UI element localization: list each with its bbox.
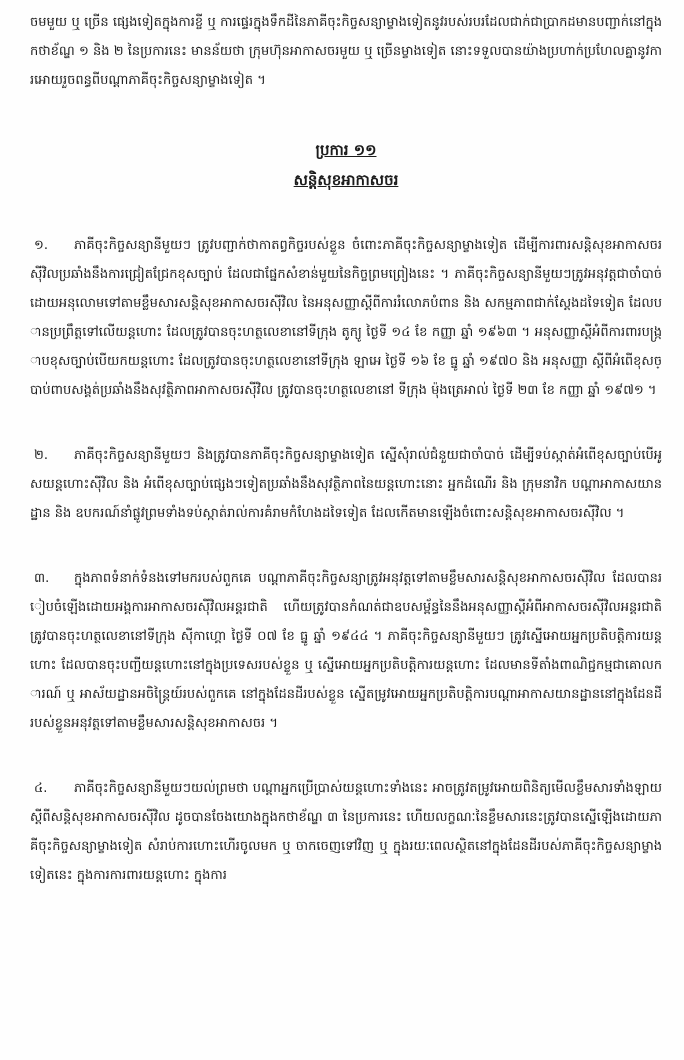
paragraph-4 [30,774,662,890]
intro-paragraph: ចមមួយ ឬ ច្រើន ផ្សេងទៀតក្នុងការខ្ចី ឬ ការផ្ទេរក្នុងទឹកដីនៃភាគីចុះកិច្ចសន្យាម្ខាងទៀតនូវរបស់របរដែលជាក់ជាប្រាកដមានបញ្ជាក់នៅក្នុងកថាខ័ណ្ឌ ១ និង ២ នៃប្រការនេះ មានន័យថា ក្រុមហ៊ុនអាកាសចរមួយ ឬ ច្រើនម្ខាងទៀត នោះទទួលបានយ៉ាងប្រហាក់ប្រហែលគ្នានូវការអោយរួចពន្ធពីបណ្តាភាគីចុះកិច្ចសន្យាម្ខាងទៀត ។ [30,15,662,88]
article-heading-block [30,135,662,195]
paragraph-text: ភាគីចុះកិច្ចសន្យានីមួយៗយល់ព្រមថា បណ្តាអ្នកប្រើប្រាស់យន្តហោះទាំងនេះ អាចត្រូវតម្រូវអោយពិនិត្យមើលខ្លឹមសារទាំងឡាយ ស្តីពីសន្តិសុខអាកាសចរស៊ីវិល ដូចបានចែងយោងក្នុងកថាខ័ណ្ឌ ៣ នៃប្រការនេះ ហើយលក្ខណៈនៃខ្លឹមសារនេះត្រូវបានស្នើឡើងដោយភាគីចុះកិច្ចសន្យាម្ខាងទៀត សំរាប់ការហោះហើរចូលមក ឬ ចាកចេញទៅវិញ ឬ ក្នុងរយៈពេលស្ថិតនៅក្នុងដែនដីរបស់ភាគីចុះកិច្ចសន្យាម្ខាងទៀតនេះ ក្នុងការការពារយន្តហោះ ក្នុងការ [30,781,662,883]
paragraph-text: ភាគីចុះកិច្ចសន្យានីមួយៗ និងត្រូវបានភាគីចុះកិច្ចសន្យាម្ខាងទៀត ស្នើសុំរាល់ជំនួយជាចាំបាច់ ដើម្បីទប់ស្កាត់អំពើខុសច្បាប់បើអូសយន្តហោះស៊ីវិល និង អំពើខុសច្បាប់ផ្សេងៗទៀតប្រឆាំងនឹងសុវត្ថិភាពនៃយន្តហោះនោះ អ្នកដំណើរ និង ក្រុមនាវិក បណ្តាអាកាសយានដ្ឋាន និង ឧបករណ៍នាំផ្លូវព្រមទាំងទប់ស្កាត់រាល់ការគំរាមកំហែងដទៃទៀត ដែលកើតមានឡើងចំពោះសន្តិសុខអាកាសចរស៊ីវិល ។ [30,448,662,521]
article-title: សន្តិសុខអាកាសចរ [293,171,399,189]
paragraph-1 [30,231,662,405]
paragraph-3 [30,564,662,738]
paragraph-number: ៣. [34,571,50,586]
paragraph-text: ភាគីចុះកិច្ចសន្យានីមួយៗ ត្រូវបញ្ជាក់ថាកាតព្វកិច្ចរបស់ខ្លួន ចំពោះភាគីចុះកិច្ចសន្យាម្ខាងទៀត ដើម្បីការពារសន្តិសុខអាកាសចរស៊ីវិលប្រឆាំងនឹងការជ្រៀតជ្រែកខុសច្បាប់ ដែលជាផ្នែកសំខាន់មួយនៃកិច្ចព្រមព្រៀងនេះ ។ ភាគីចុះកិច្ចសន្យានីមួយៗត្រូវអនុវត្តជាចាំបាច់ដោយអនុលោមទៅតាមខ្លឹមសារសន្តិសុខអាកាសចរស៊ីវិល នៃអនុសញ្ញាស្តីពីការរំលោភបំពាន និង សកម្មភាពជាក់ស្តែងដទៃទៀត ដែលបានប្រព្រឹត្តទៅលើយន្តហោះ ដែលត្រូវបានចុះហត្ថលេខានៅទីក្រុង តូក្យូ ថ្ងៃទី ១៤ ខែ កញ្ញា ឆ្នាំ ១៩៦៣ ។ អនុសញ្ញាស្តីអំពីការពារបង្ក្រាបខុសច្បាប់បើយកយន្តហោះ ដែលត្រូវបានចុះហត្ថលេខានៅទីក្រុង ឡាអេ ថ្ងៃទី ១៦ ខែ ធ្នូ ឆ្នាំ ១៩៧០ និង អនុសញ្ញា ស្តីពីអំពើខុសច្បាប់ពាបសង្គត់ប្រឆាំងនឹងសុវត្ថិភាពអាកាសចរស៊ីវិល ត្រូវបានចុះហត្ថលេខានៅ ទីក្រុង ម៉ុងត្រេអាល់ ថ្ងៃទី ២៣ ខែ កញ្ញា ឆ្នាំ ១៩៧១ ។ [30,238,662,398]
article-number: ប្រការ ១១ [315,141,377,159]
paragraph-number: ១. [34,238,48,253]
paragraph-2 [30,441,662,528]
paragraph-number: ៤. [34,781,48,796]
paragraph-number: ២. [34,448,48,463]
paragraph-text: ក្នុងភាពទំនាក់ទំនងទៅមករបស់ពួកគេ បណ្តាភាគីចុះកិច្ចសន្យាត្រូវអនុវត្តទៅតាមខ្លឹមសារសន្តិសុខអាកាសចរស៊ីវិល ដែលបានរៀបចំឡើងដោយអង្គការអាកាសចរស៊ីវិលអន្តរជាតិ ហើយត្រូវបានកំណត់ជាឧបសម្ព័ន្ធនៃនឹងអនុសញ្ញាស្តីអំពីអាកាសចរស៊ីវិលអន្តរជាតិ ត្រូវបានចុះហត្ថលេខានៅទីក្រុង ស៊ីកាហ្គោ ថ្ងៃទី ០៧ ខែ ធ្នូ ឆ្នាំ ១៩៤៤ ។ ភាគីចុះកិច្ចសន្យានីមួយៗ ត្រូវស្នើអោយអ្នកប្រតិបត្តិការយន្តហោះ ដែលបានចុះបញ្ជីយន្តហោះនៅក្នុងប្រទេសរបស់ខ្លួន ឬ ស្នើអោយអ្នកប្រតិបត្តិការយន្តហោះ ដែលមានទីតាំងពាណិជ្ជកម្មជាគោលការណ៍ ឬ អាស័យដ្ឋានអចិន្ត្រៃយ៍របស់ពួកគេ នៅក្នុងដែនដីរបស់ខ្លួន ស្នើតម្រូវអោយអ្នកប្រតិបត្តិការបណ្តាអាកាសយានដ្ឋាននៅក្នុងដែនដីរបស់ខ្លួនអនុវត្តទៅតាមខ្លឹមសារសន្តិសុខអាកាសចរ ។ [30,571,662,731]
